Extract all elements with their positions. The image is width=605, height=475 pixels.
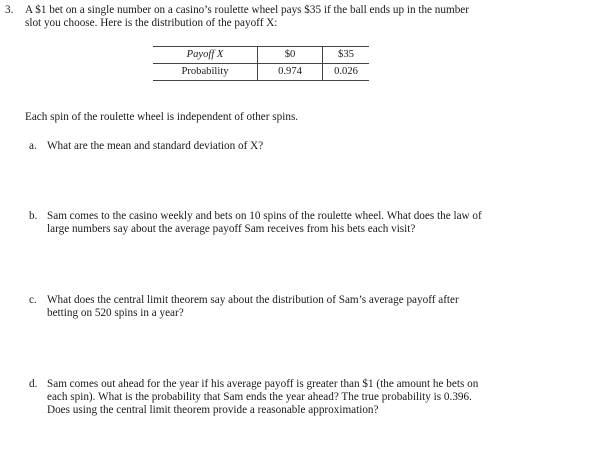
part-b-text — [47, 210, 482, 236]
part-c-letter: c. — [29, 294, 37, 306]
part-d-letter: d. — [29, 378, 38, 390]
part-line: Does using the central limit theorem provide a reasonable approximation? — [47, 404, 379, 416]
payoff-value: $0 — [258, 47, 323, 64]
table-row-probability — [153, 64, 369, 81]
question-stem-line: A $1 bet on a single number on a casino’s roulette wheel pays $35 if the ball ends up in the number — [25, 4, 469, 16]
probability-value: 0.974 — [258, 64, 323, 81]
row-label-payoff: Payoff X — [153, 47, 258, 64]
question-number: 3. — [5, 4, 14, 16]
table-row-payoff — [153, 47, 369, 64]
question-stem-line: slot you choose. Here is the distribution of the payoff X: — [25, 17, 278, 29]
row-label-probability: Probability — [153, 64, 258, 81]
payoff-distribution-table — [153, 46, 369, 81]
question-stem — [25, 4, 585, 30]
part-line: betting on 520 spins in a year? — [47, 307, 184, 319]
part-line: large numbers say about the average payoff Sam receives from his bets each visit? — [47, 223, 416, 235]
payoff-value: $35 — [323, 47, 370, 64]
part-c-text — [47, 294, 459, 320]
independence-note: Each spin of the roulette wheel is independent of other spins. — [25, 111, 299, 123]
probability-value: 0.026 — [323, 64, 370, 81]
part-line: Sam comes out ahead for the year if his average payoff is greater than $1 (the amount he bets on — [47, 378, 479, 390]
part-line: each spin). What is the probability that Sam ends the year ahead? The true probability is 0.396. — [47, 391, 472, 403]
part-a-text — [47, 140, 263, 153]
part-d-text — [47, 378, 478, 417]
part-b-letter: b. — [29, 210, 38, 222]
part-a-letter: a. — [29, 140, 37, 152]
part-line: Sam comes to the casino weekly and bets on 10 spins of the roulette wheel. What does the law of — [47, 210, 482, 222]
part-line: What does the central limit theorem say about the distribution of Sam’s average payoff after — [47, 294, 459, 306]
part-line: What are the mean and standard deviation of X? — [47, 140, 264, 152]
